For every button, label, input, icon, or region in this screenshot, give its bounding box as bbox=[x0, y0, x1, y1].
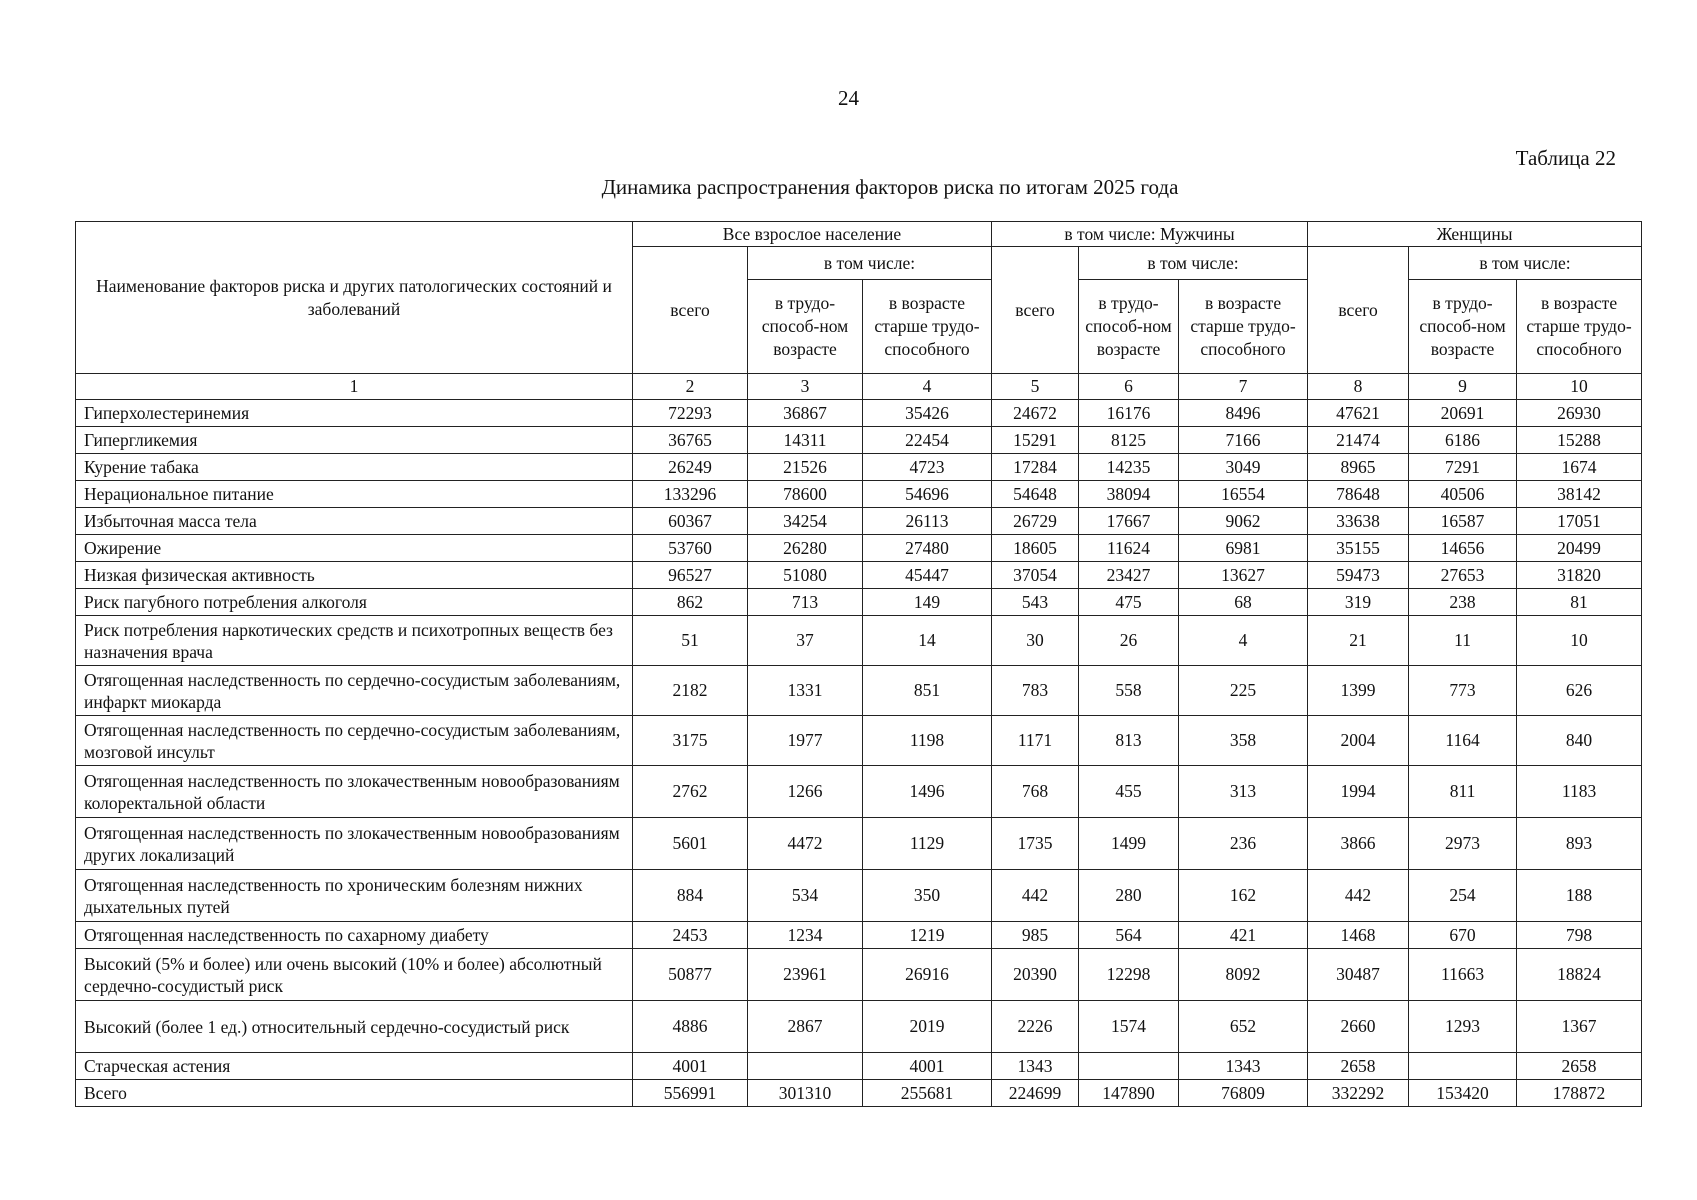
table-row bbox=[76, 716, 1642, 766]
value-cell: 225 bbox=[1179, 666, 1308, 716]
value-cell: 4472 bbox=[748, 818, 863, 870]
value-cell: 26916 bbox=[863, 949, 992, 1001]
value-cell: 12298 bbox=[1079, 949, 1179, 1001]
value-cell: 768 bbox=[992, 766, 1079, 818]
value-cell: 2182 bbox=[633, 666, 748, 716]
row-name-cell: Курение табака bbox=[76, 454, 633, 481]
value-cell: 16554 bbox=[1179, 481, 1308, 508]
value-cell: 254 bbox=[1409, 870, 1517, 922]
value-cell: 7166 bbox=[1179, 427, 1308, 454]
column-number-row bbox=[76, 374, 1642, 400]
header-all-total: всего bbox=[633, 247, 748, 374]
row-name-cell: Гипергликемия bbox=[76, 427, 633, 454]
value-cell: 35155 bbox=[1308, 535, 1409, 562]
value-cell: 162 bbox=[1179, 870, 1308, 922]
header-men-including: в том числе: bbox=[1079, 247, 1308, 280]
value-cell: 332292 bbox=[1308, 1080, 1409, 1107]
value-cell: 8092 bbox=[1179, 949, 1308, 1001]
header-men-working-age: в трудо-способ-ном возрасте bbox=[1079, 280, 1179, 374]
value-cell: 178872 bbox=[1517, 1080, 1642, 1107]
value-cell: 45447 bbox=[863, 562, 992, 589]
value-cell: 22454 bbox=[863, 427, 992, 454]
table-row bbox=[76, 666, 1642, 716]
value-cell: 4001 bbox=[633, 1053, 748, 1080]
value-cell: 1198 bbox=[863, 716, 992, 766]
value-cell: 26 bbox=[1079, 616, 1179, 666]
value-cell: 652 bbox=[1179, 1001, 1308, 1053]
value-cell: 149 bbox=[863, 589, 992, 616]
value-cell: 2658 bbox=[1517, 1053, 1642, 1080]
value-cell: 2019 bbox=[863, 1001, 992, 1053]
row-name-cell: Отягощенная наследственность по злокачественным новообразованиям других локализаций bbox=[76, 818, 633, 870]
header-men-total: всего bbox=[992, 247, 1079, 374]
header-name-column: Наименование факторов риска и других патологических состояний и заболеваний bbox=[76, 222, 633, 374]
value-cell: 4 bbox=[1179, 616, 1308, 666]
value-cell: 1468 bbox=[1308, 922, 1409, 949]
table-row bbox=[76, 427, 1642, 454]
value-cell: 7291 bbox=[1409, 454, 1517, 481]
header-women-older-age: в возрасте старше трудо-способного bbox=[1517, 280, 1642, 374]
value-cell: 8496 bbox=[1179, 400, 1308, 427]
table-row bbox=[76, 454, 1642, 481]
value-cell: 1219 bbox=[863, 922, 992, 949]
value-cell: 38142 bbox=[1517, 481, 1642, 508]
value-cell: 20390 bbox=[992, 949, 1079, 1001]
value-cell: 36867 bbox=[748, 400, 863, 427]
value-cell: 358 bbox=[1179, 716, 1308, 766]
value-cell: 6981 bbox=[1179, 535, 1308, 562]
row-name-cell: Ожирение bbox=[76, 535, 633, 562]
value-cell: 54648 bbox=[992, 481, 1079, 508]
column-number-cell: 8 bbox=[1308, 374, 1409, 400]
value-cell: 18605 bbox=[992, 535, 1079, 562]
value-cell: 1367 bbox=[1517, 1001, 1642, 1053]
value-cell bbox=[1409, 1053, 1517, 1080]
row-name-cell: Высокий (более 1 ед.) относительный сердечно-сосудистый риск bbox=[76, 1001, 633, 1053]
column-number-cell: 3 bbox=[748, 374, 863, 400]
value-cell: 6186 bbox=[1409, 427, 1517, 454]
column-number-cell: 7 bbox=[1179, 374, 1308, 400]
value-cell: 11624 bbox=[1079, 535, 1179, 562]
value-cell: 26729 bbox=[992, 508, 1079, 535]
value-cell: 14656 bbox=[1409, 535, 1517, 562]
value-cell: 475 bbox=[1079, 589, 1179, 616]
value-cell: 301310 bbox=[748, 1080, 863, 1107]
row-name-cell: Всего bbox=[76, 1080, 633, 1107]
value-cell: 188 bbox=[1517, 870, 1642, 922]
value-cell: 1499 bbox=[1079, 818, 1179, 870]
value-cell: 2226 bbox=[992, 1001, 1079, 1053]
value-cell: 851 bbox=[863, 666, 992, 716]
value-cell: 238 bbox=[1409, 589, 1517, 616]
value-cell: 2453 bbox=[633, 922, 748, 949]
value-cell bbox=[1079, 1053, 1179, 1080]
value-cell: 26113 bbox=[863, 508, 992, 535]
value-cell: 1674 bbox=[1517, 454, 1642, 481]
value-cell: 60367 bbox=[633, 508, 748, 535]
value-cell: 11663 bbox=[1409, 949, 1517, 1001]
header-group-women: Женщины bbox=[1308, 222, 1642, 247]
value-cell: 4886 bbox=[633, 1001, 748, 1053]
value-cell: 10 bbox=[1517, 616, 1642, 666]
value-cell: 153420 bbox=[1409, 1080, 1517, 1107]
page-number: 24 bbox=[838, 86, 859, 110]
row-name-cell: Риск пагубного потребления алкоголя bbox=[76, 589, 633, 616]
value-cell: 255681 bbox=[863, 1080, 992, 1107]
table-row bbox=[76, 949, 1642, 1001]
value-cell: 36765 bbox=[633, 427, 748, 454]
value-cell: 47621 bbox=[1308, 400, 1409, 427]
value-cell: 1129 bbox=[863, 818, 992, 870]
value-cell: 20691 bbox=[1409, 400, 1517, 427]
value-cell: 96527 bbox=[633, 562, 748, 589]
table-row bbox=[76, 766, 1642, 818]
row-name-cell: Отягощенная наследственность по сердечно-сосудистым заболеваниям, мозговой инсульт bbox=[76, 716, 633, 766]
value-cell: 3175 bbox=[633, 716, 748, 766]
column-number-cell: 9 bbox=[1409, 374, 1517, 400]
risk-factors-table bbox=[75, 221, 1642, 1107]
value-cell: 1574 bbox=[1079, 1001, 1179, 1053]
value-cell: 147890 bbox=[1079, 1080, 1179, 1107]
value-cell: 15291 bbox=[992, 427, 1079, 454]
value-cell: 14235 bbox=[1079, 454, 1179, 481]
value-cell: 38094 bbox=[1079, 481, 1179, 508]
value-cell: 72293 bbox=[633, 400, 748, 427]
row-name-cell: Гиперхолестеринемия bbox=[76, 400, 633, 427]
value-cell: 442 bbox=[1308, 870, 1409, 922]
row-name-cell: Старческая астения bbox=[76, 1053, 633, 1080]
table-row bbox=[76, 616, 1642, 666]
value-cell: 14311 bbox=[748, 427, 863, 454]
value-cell: 1343 bbox=[992, 1053, 1079, 1080]
value-cell: 893 bbox=[1517, 818, 1642, 870]
value-cell: 23427 bbox=[1079, 562, 1179, 589]
column-number-cell: 1 bbox=[76, 374, 633, 400]
value-cell: 1164 bbox=[1409, 716, 1517, 766]
value-cell: 8965 bbox=[1308, 454, 1409, 481]
value-cell: 713 bbox=[748, 589, 863, 616]
value-cell: 17667 bbox=[1079, 508, 1179, 535]
value-cell: 33638 bbox=[1308, 508, 1409, 535]
value-cell: 564 bbox=[1079, 922, 1179, 949]
value-cell: 23961 bbox=[748, 949, 863, 1001]
value-cell: 16587 bbox=[1409, 508, 1517, 535]
value-cell: 59473 bbox=[1308, 562, 1409, 589]
value-cell: 2867 bbox=[748, 1001, 863, 1053]
value-cell: 350 bbox=[863, 870, 992, 922]
table-row bbox=[76, 922, 1642, 949]
row-name-cell: Отягощенная наследственность по злокачественным новообразованиям колоректальной области bbox=[76, 766, 633, 818]
value-cell: 626 bbox=[1517, 666, 1642, 716]
value-cell: 27653 bbox=[1409, 562, 1517, 589]
header-women-working-age: в трудо-способ-ном возрасте bbox=[1409, 280, 1517, 374]
value-cell: 1234 bbox=[748, 922, 863, 949]
header-women-including: в том числе: bbox=[1409, 247, 1642, 280]
table-row bbox=[76, 508, 1642, 535]
value-cell: 840 bbox=[1517, 716, 1642, 766]
value-cell: 811 bbox=[1409, 766, 1517, 818]
value-cell: 1735 bbox=[992, 818, 1079, 870]
value-cell: 24672 bbox=[992, 400, 1079, 427]
column-number-cell: 6 bbox=[1079, 374, 1179, 400]
value-cell: 68 bbox=[1179, 589, 1308, 616]
value-cell: 76809 bbox=[1179, 1080, 1308, 1107]
value-cell: 53760 bbox=[633, 535, 748, 562]
value-cell: 4723 bbox=[863, 454, 992, 481]
row-name-cell: Риск потребления наркотических средств и психотропных веществ без назначения врача bbox=[76, 616, 633, 666]
value-cell: 421 bbox=[1179, 922, 1308, 949]
value-cell: 1183 bbox=[1517, 766, 1642, 818]
value-cell: 31820 bbox=[1517, 562, 1642, 589]
row-name-cell: Отягощенная наследственность по сахарному диабету bbox=[76, 922, 633, 949]
value-cell: 30487 bbox=[1308, 949, 1409, 1001]
value-cell: 862 bbox=[633, 589, 748, 616]
value-cell: 13627 bbox=[1179, 562, 1308, 589]
value-cell: 783 bbox=[992, 666, 1079, 716]
table-row bbox=[76, 562, 1642, 589]
header-group-men: в том числе: Мужчины bbox=[992, 222, 1308, 247]
value-cell: 21474 bbox=[1308, 427, 1409, 454]
value-cell: 884 bbox=[633, 870, 748, 922]
value-cell: 1977 bbox=[748, 716, 863, 766]
table-row bbox=[76, 1053, 1642, 1080]
table-row bbox=[76, 535, 1642, 562]
value-cell: 26930 bbox=[1517, 400, 1642, 427]
row-name-cell: Отягощенная наследственность по хроническим болезням нижних дыхательных путей bbox=[76, 870, 633, 922]
value-cell: 81 bbox=[1517, 589, 1642, 616]
value-cell: 26280 bbox=[748, 535, 863, 562]
value-cell: 558 bbox=[1079, 666, 1179, 716]
value-cell: 5601 bbox=[633, 818, 748, 870]
value-cell: 1331 bbox=[748, 666, 863, 716]
value-cell: 1994 bbox=[1308, 766, 1409, 818]
value-cell: 543 bbox=[992, 589, 1079, 616]
value-cell: 813 bbox=[1079, 716, 1179, 766]
header-group-all-population: Все взрослое население bbox=[633, 222, 992, 247]
value-cell: 1399 bbox=[1308, 666, 1409, 716]
value-cell: 319 bbox=[1308, 589, 1409, 616]
value-cell: 16176 bbox=[1079, 400, 1179, 427]
value-cell: 14 bbox=[863, 616, 992, 666]
table-body bbox=[76, 400, 1642, 1107]
value-cell: 51 bbox=[633, 616, 748, 666]
value-cell: 3049 bbox=[1179, 454, 1308, 481]
value-cell: 313 bbox=[1179, 766, 1308, 818]
column-number-cell: 4 bbox=[863, 374, 992, 400]
value-cell: 556991 bbox=[633, 1080, 748, 1107]
value-cell: 2004 bbox=[1308, 716, 1409, 766]
value-cell: 35426 bbox=[863, 400, 992, 427]
column-number-cell: 10 bbox=[1517, 374, 1642, 400]
value-cell: 224699 bbox=[992, 1080, 1079, 1107]
value-cell: 27480 bbox=[863, 535, 992, 562]
value-cell: 54696 bbox=[863, 481, 992, 508]
value-cell: 21 bbox=[1308, 616, 1409, 666]
value-cell: 773 bbox=[1409, 666, 1517, 716]
row-name-cell: Нерациональное питание bbox=[76, 481, 633, 508]
value-cell: 1266 bbox=[748, 766, 863, 818]
value-cell: 2973 bbox=[1409, 818, 1517, 870]
value-cell: 18824 bbox=[1517, 949, 1642, 1001]
value-cell: 78600 bbox=[748, 481, 863, 508]
value-cell: 78648 bbox=[1308, 481, 1409, 508]
value-cell: 37 bbox=[748, 616, 863, 666]
value-cell: 133296 bbox=[633, 481, 748, 508]
value-cell: 442 bbox=[992, 870, 1079, 922]
table-row bbox=[76, 1080, 1642, 1107]
header-all-including: в том числе: bbox=[748, 247, 992, 280]
table-row bbox=[76, 870, 1642, 922]
table-row bbox=[76, 1001, 1642, 1053]
value-cell: 455 bbox=[1079, 766, 1179, 818]
row-name-cell: Избыточная масса тела bbox=[76, 508, 633, 535]
value-cell: 2660 bbox=[1308, 1001, 1409, 1053]
value-cell: 1293 bbox=[1409, 1001, 1517, 1053]
value-cell: 8125 bbox=[1079, 427, 1179, 454]
value-cell: 9062 bbox=[1179, 508, 1308, 535]
table-title: Динамика распространения факторов риска по итогам 2025 года bbox=[601, 175, 1179, 199]
value-cell: 34254 bbox=[748, 508, 863, 535]
value-cell: 26249 bbox=[633, 454, 748, 481]
value-cell: 236 bbox=[1179, 818, 1308, 870]
value-cell: 17284 bbox=[992, 454, 1079, 481]
value-cell: 50877 bbox=[633, 949, 748, 1001]
value-cell: 3866 bbox=[1308, 818, 1409, 870]
value-cell: 17051 bbox=[1517, 508, 1642, 535]
row-name-cell: Отягощенная наследственность по сердечно-сосудистым заболеваниям, инфаркт миокарда bbox=[76, 666, 633, 716]
value-cell: 985 bbox=[992, 922, 1079, 949]
column-number-cell: 5 bbox=[992, 374, 1079, 400]
value-cell: 534 bbox=[748, 870, 863, 922]
row-name-cell: Высокий (5% и более) или очень высокий (10% и более) абсолютный сердечно-сосудистый риск bbox=[76, 949, 633, 1001]
value-cell: 11 bbox=[1409, 616, 1517, 666]
value-cell: 2658 bbox=[1308, 1053, 1409, 1080]
value-cell: 280 bbox=[1079, 870, 1179, 922]
value-cell: 1343 bbox=[1179, 1053, 1308, 1080]
value-cell: 2762 bbox=[633, 766, 748, 818]
header-men-older-age: в возрасте старше трудо-способного bbox=[1179, 280, 1308, 374]
value-cell: 4001 bbox=[863, 1053, 992, 1080]
table-row bbox=[76, 400, 1642, 427]
header-women-total: всего bbox=[1308, 247, 1409, 374]
header-all-working-age: в трудо-способ-ном возрасте bbox=[748, 280, 863, 374]
value-cell: 1171 bbox=[992, 716, 1079, 766]
table-label: Таблица 22 bbox=[1515, 146, 1616, 170]
value-cell: 30 bbox=[992, 616, 1079, 666]
value-cell: 37054 bbox=[992, 562, 1079, 589]
value-cell: 20499 bbox=[1517, 535, 1642, 562]
value-cell: 40506 bbox=[1409, 481, 1517, 508]
table-row bbox=[76, 589, 1642, 616]
row-name-cell: Низкая физическая активность bbox=[76, 562, 633, 589]
header-all-older-age: в возрасте старше трудо-способного bbox=[863, 280, 992, 374]
table-row bbox=[76, 481, 1642, 508]
value-cell: 670 bbox=[1409, 922, 1517, 949]
value-cell: 51080 bbox=[748, 562, 863, 589]
value-cell bbox=[748, 1053, 863, 1080]
value-cell: 798 bbox=[1517, 922, 1642, 949]
value-cell: 1496 bbox=[863, 766, 992, 818]
column-number-cell: 2 bbox=[633, 374, 748, 400]
table-row bbox=[76, 818, 1642, 870]
value-cell: 15288 bbox=[1517, 427, 1642, 454]
value-cell: 21526 bbox=[748, 454, 863, 481]
